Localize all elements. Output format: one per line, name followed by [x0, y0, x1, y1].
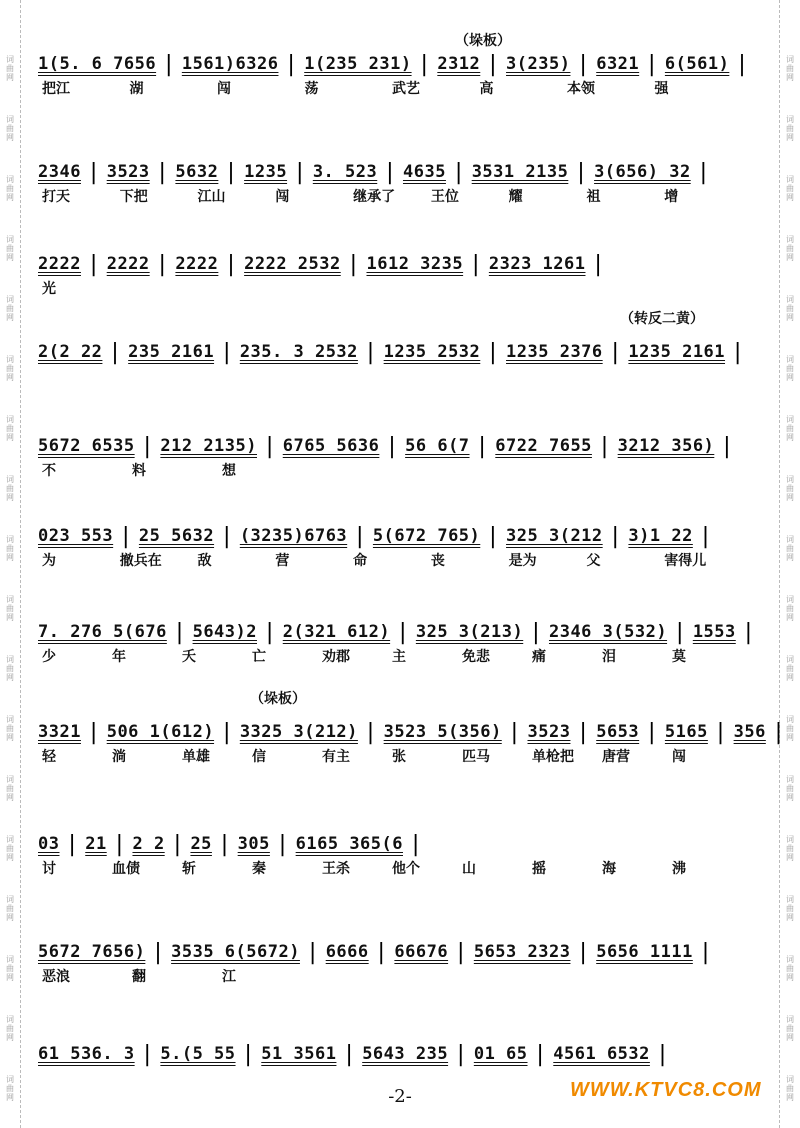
- barline: |: [86, 251, 101, 277]
- lyric-word: 有主: [322, 749, 350, 765]
- lyric-word: 恶浪: [42, 969, 70, 985]
- measure: 2222 2532: [244, 254, 341, 274]
- score-row: [36, 618, 776, 668]
- barline: |: [486, 339, 501, 365]
- watermark-text: 词 曲 网: [6, 655, 14, 682]
- measure: 03: [38, 834, 60, 854]
- barline: |: [673, 619, 687, 645]
- watermark-text: 词 曲 网: [6, 115, 14, 142]
- score-row: [36, 1040, 776, 1068]
- measure: 1235 2161: [628, 342, 726, 362]
- barline: |: [86, 159, 101, 185]
- notation-line: [36, 250, 776, 278]
- lyric-word: 害得儿: [664, 553, 707, 569]
- notation-line: [36, 158, 776, 186]
- measure: 5643 235: [362, 1044, 449, 1064]
- lyric-word: 本领: [567, 81, 595, 97]
- measure: 305: [237, 834, 270, 854]
- lyric-word: 撤兵在: [119, 553, 162, 569]
- lyric-word: 唐营: [602, 749, 630, 765]
- page-number: -2-: [388, 1086, 412, 1107]
- watermark-text: 词 曲 网: [6, 415, 14, 442]
- lyric-word: 打天: [42, 189, 70, 205]
- watermark-text: 词 曲 网: [786, 895, 794, 922]
- barline: |: [151, 939, 166, 965]
- measure: 3523: [106, 162, 150, 182]
- watermark-text: 词 曲 网: [6, 355, 14, 382]
- section-mark-zhuanfan: （转反二黄）: [620, 311, 704, 327]
- measure: 3)1 22: [628, 526, 693, 546]
- watermark-text: 词 曲 网: [786, 355, 794, 382]
- section-mark-duoban: （垛板）: [455, 33, 511, 49]
- lyric-word: 劝郡: [322, 649, 350, 665]
- lyric-word: 闯: [217, 81, 231, 97]
- barline: |: [451, 159, 466, 185]
- watermark-text: 词 曲 网: [6, 895, 14, 922]
- barline: |: [507, 719, 522, 745]
- measure: 1235: [244, 162, 288, 182]
- lyric-word: 年: [112, 649, 126, 665]
- barline: |: [140, 1041, 155, 1067]
- barline: |: [65, 831, 80, 857]
- measure: 5632: [175, 162, 219, 182]
- watermark-text: 词 曲 网: [786, 775, 794, 802]
- measure: 3535 6(5672): [171, 942, 300, 962]
- barline: |: [698, 523, 713, 549]
- measure: 6722 7655: [495, 436, 592, 456]
- watermark-text: 词 曲 网: [6, 55, 14, 82]
- lyric-word: 翻: [132, 969, 146, 985]
- lyric-word: 荡: [304, 81, 319, 97]
- lyrics-line: [36, 746, 776, 768]
- barline: |: [486, 51, 501, 77]
- watermark-text: 词 曲 网: [6, 775, 14, 802]
- barline: |: [305, 939, 320, 965]
- site-watermark: WWW.KTVC8.COM: [570, 1079, 762, 1101]
- lyrics-line: [36, 186, 776, 208]
- measure: 5643)2: [192, 622, 257, 642]
- measure: 3523: [527, 722, 571, 742]
- measure: 1235 2532: [383, 342, 481, 362]
- watermark-text: 词 曲 网: [786, 1015, 794, 1042]
- barline: |: [741, 619, 756, 645]
- barline: |: [353, 523, 367, 549]
- measure: 56 6(7: [405, 436, 470, 456]
- lyric-word: 丧: [430, 553, 445, 569]
- measure: 2(2 22: [38, 342, 103, 362]
- lyric-word: 祖: [586, 189, 601, 205]
- lyric-word: 他个: [392, 861, 420, 877]
- watermark-text: 词 曲 网: [786, 475, 794, 502]
- lyric-word: 少: [42, 649, 56, 665]
- lyrics-line: [36, 966, 776, 988]
- barline: |: [454, 1041, 468, 1067]
- watermark-text: 词 曲 网: [786, 835, 794, 862]
- lyric-word: 闯: [672, 749, 686, 765]
- barline: |: [576, 719, 591, 745]
- barline: |: [645, 51, 659, 77]
- barline: |: [454, 939, 468, 965]
- barline: |: [241, 1041, 256, 1067]
- measure: 6666: [325, 942, 369, 962]
- lyric-word: 摇: [532, 861, 546, 877]
- measure: 25 5632: [138, 526, 215, 546]
- barline: |: [220, 523, 234, 549]
- lyric-word: 高: [479, 81, 494, 97]
- barline: |: [162, 51, 176, 77]
- barline: |: [597, 433, 612, 459]
- lyric-word: 痛: [532, 649, 546, 665]
- measure: 01 65: [473, 1044, 528, 1064]
- measure: 3325 3(212): [239, 722, 358, 742]
- lyric-word: 信: [252, 749, 266, 765]
- barline: |: [486, 523, 501, 549]
- lyric-word: 斩: [182, 861, 196, 877]
- measure: 5653: [596, 722, 640, 742]
- watermark-text: 词 曲 网: [786, 1075, 794, 1102]
- measure: 2346: [38, 162, 81, 182]
- watermark-text: 词 曲 网: [786, 655, 794, 682]
- lyrics-line: [36, 646, 776, 668]
- watermark-text: 词 曲 网: [6, 955, 14, 982]
- barline: |: [342, 1041, 357, 1067]
- watermark-text: 词 曲 网: [6, 835, 14, 862]
- barline: |: [696, 159, 711, 185]
- lyric-word: 是为: [508, 553, 537, 569]
- lyric-word: 免悲: [462, 649, 490, 665]
- barline: |: [346, 251, 361, 277]
- lyric-word: 单枪把: [532, 749, 574, 765]
- watermark-text: 词 曲 网: [786, 535, 794, 562]
- section-mark-duoban-2: （垛板）: [250, 691, 306, 707]
- measure: 6321: [596, 54, 640, 74]
- notation-line: [36, 830, 776, 858]
- score-row: [36, 338, 776, 366]
- measure: 66676: [394, 942, 449, 962]
- measure: 2222: [106, 254, 150, 274]
- lyric-word: 江: [222, 969, 236, 985]
- lyric-word: 亡: [252, 649, 266, 665]
- measure: 6165 365(6: [295, 834, 403, 854]
- measure: 5165: [664, 722, 708, 742]
- lyric-word: 料: [132, 463, 146, 479]
- lyric-word: 主: [392, 649, 406, 665]
- lyric-word: 增: [664, 189, 679, 205]
- barline: |: [293, 159, 307, 185]
- lyric-word: 想: [222, 463, 236, 479]
- barline: |: [108, 339, 123, 365]
- measure: 235 2161: [128, 342, 215, 362]
- measure: 023 553: [38, 526, 114, 546]
- barline: |: [713, 719, 728, 745]
- watermark-text: 词 曲 网: [786, 295, 794, 322]
- lyrics-line: [36, 78, 776, 100]
- lyric-word: 匹马: [462, 749, 490, 765]
- measure: 6765 5636: [282, 436, 380, 456]
- measure: 325 3(213): [415, 622, 524, 642]
- measure: 2222: [175, 254, 219, 274]
- measure: 3(235): [506, 54, 571, 74]
- lyric-word: 山: [462, 861, 476, 877]
- barline: |: [119, 523, 133, 549]
- lyric-word: 血债: [112, 861, 140, 877]
- barline: |: [112, 831, 127, 857]
- barline: |: [608, 339, 623, 365]
- measure: 1553: [692, 622, 736, 642]
- watermark-text: 词 曲 网: [786, 595, 794, 622]
- barline: |: [220, 719, 234, 745]
- measure: (3235)6763: [239, 526, 348, 546]
- measure: 4561 6532: [553, 1044, 650, 1064]
- watermark-text: 词 曲 网: [6, 595, 14, 622]
- lyric-word: 闯: [275, 189, 290, 205]
- notation-line: [36, 338, 776, 366]
- lyrics-line: [36, 858, 776, 880]
- measure: 1(235 231): [304, 54, 412, 74]
- barline: |: [275, 831, 290, 857]
- barline: |: [383, 159, 397, 185]
- barline: |: [576, 51, 591, 77]
- barline: |: [417, 51, 432, 77]
- watermark-text: 词 曲 网: [786, 955, 794, 982]
- measure: 2222: [38, 254, 81, 274]
- lyric-word: 不: [42, 463, 56, 479]
- lyric-word: 敌: [197, 553, 212, 569]
- score-row: [36, 938, 776, 988]
- measure: 2312: [437, 54, 481, 74]
- barline: |: [363, 719, 378, 745]
- watermark-text: 词 曲 网: [786, 235, 794, 262]
- barline: |: [217, 831, 232, 857]
- score-row: [36, 250, 776, 300]
- measure: 235. 3 2532: [239, 342, 358, 362]
- watermark-text: 词 曲 网: [786, 715, 794, 742]
- barline: |: [396, 619, 410, 645]
- score-row: [36, 158, 776, 208]
- barline: |: [86, 719, 101, 745]
- lyric-word: 耀: [508, 189, 523, 205]
- watermark-text: 词 曲 网: [786, 115, 794, 142]
- barline: |: [224, 251, 239, 277]
- measure: 4635: [402, 162, 446, 182]
- barline: |: [576, 939, 591, 965]
- lyric-word: 继承了: [353, 189, 396, 205]
- measure: 3523 5(356): [383, 722, 502, 742]
- barline: |: [374, 939, 389, 965]
- lyrics-line: [36, 550, 776, 572]
- measure: 3. 523: [312, 162, 378, 182]
- measure: 3(656) 32: [594, 162, 691, 182]
- barline: |: [591, 251, 606, 277]
- measure: 5656 1111: [596, 942, 693, 962]
- measure: 506 1(612): [106, 722, 215, 742]
- measure: 1561)6326: [181, 54, 279, 74]
- score-row: [36, 522, 776, 572]
- notation-line: [36, 432, 776, 460]
- lyric-word: 营: [275, 553, 290, 569]
- lyric-word: 把江: [42, 81, 70, 97]
- barline: |: [155, 251, 170, 277]
- measure: 325 3(212: [506, 526, 603, 546]
- measure: 6(561): [664, 54, 730, 74]
- measure: 3321: [38, 722, 81, 742]
- notation-line: [36, 618, 776, 646]
- lyric-word: 强: [654, 81, 669, 97]
- lyric-word: 淌: [112, 749, 126, 765]
- barline: |: [409, 831, 423, 857]
- score-row: [36, 718, 786, 768]
- measure: 2346 3(532): [548, 622, 668, 642]
- barline: |: [385, 433, 400, 459]
- barline: |: [220, 339, 234, 365]
- barline: |: [263, 619, 277, 645]
- measure: 7. 276 5(676: [38, 622, 167, 642]
- lyric-word: 海: [602, 861, 616, 877]
- lyric-word: 讨: [42, 861, 56, 877]
- measure: 2 2: [132, 834, 165, 854]
- measure: 2(321 612): [282, 622, 391, 642]
- score-row: [36, 432, 776, 482]
- score-row: [36, 50, 776, 100]
- barline: |: [529, 619, 543, 645]
- lyric-word: 夭: [182, 649, 196, 665]
- measure: 5.(5 55: [160, 1044, 236, 1064]
- measure: 356: [733, 722, 766, 742]
- watermark-text: 词 曲 网: [6, 235, 14, 262]
- measure: 3212 356): [617, 436, 715, 456]
- watermark-text: 词 曲 网: [6, 1075, 14, 1102]
- barline: |: [170, 831, 185, 857]
- barline: |: [735, 51, 750, 77]
- measure: 2323 1261: [488, 254, 586, 274]
- notation-line: [36, 50, 776, 78]
- watermark-text: 词 曲 网: [6, 175, 14, 202]
- watermark-text: 词 曲 网: [6, 715, 14, 742]
- lyric-word: 为: [42, 553, 56, 569]
- measure: 5672 7656): [38, 942, 146, 962]
- measure: 5653 2323: [473, 942, 571, 962]
- lyric-word: 轻: [42, 749, 56, 765]
- watermark-text: 词 曲 网: [6, 475, 14, 502]
- lyric-word: 泪: [602, 649, 616, 665]
- measure: 51 3561: [261, 1044, 337, 1064]
- lyric-word: 王位: [430, 189, 459, 205]
- barline: |: [469, 251, 483, 277]
- score-row: [36, 830, 776, 880]
- barline: |: [363, 339, 378, 365]
- notation-line: [36, 938, 776, 966]
- lyric-word: 秦: [252, 861, 266, 877]
- lyric-word: 王杀: [322, 861, 350, 877]
- lyric-word: 下把: [119, 189, 148, 205]
- barline: |: [475, 433, 490, 459]
- lyric-word: 莫: [672, 649, 686, 665]
- barline: |: [533, 1041, 548, 1067]
- measure: 21: [85, 834, 107, 854]
- notation-line: [36, 718, 786, 746]
- barline: |: [608, 523, 623, 549]
- lyric-word: 张: [392, 749, 406, 765]
- barline: |: [284, 51, 299, 77]
- barline: |: [155, 159, 170, 185]
- measure: 61 536. 3: [38, 1044, 135, 1064]
- barline: |: [771, 719, 786, 745]
- barline: |: [731, 339, 745, 365]
- barline: |: [698, 939, 713, 965]
- watermark-text: 词 曲 网: [6, 295, 14, 322]
- measure: 3531 2135: [471, 162, 569, 182]
- lyric-word: 湖: [129, 81, 144, 97]
- lyric-word: 单雄: [182, 749, 210, 765]
- lyric-word: 父: [586, 553, 601, 569]
- barline: |: [172, 619, 187, 645]
- watermark-text: 词 曲 网: [6, 1015, 14, 1042]
- notation-line: [36, 1040, 776, 1068]
- lyric-word: 光: [42, 281, 56, 297]
- notation-line: [36, 522, 776, 550]
- watermark-text: 词 曲 网: [786, 415, 794, 442]
- measure: 25: [190, 834, 212, 854]
- measure: 5672 6535: [38, 436, 135, 456]
- lyric-word: 武艺: [392, 81, 420, 97]
- barline: |: [263, 433, 277, 459]
- lyric-word: 沸: [672, 861, 686, 877]
- barline: |: [720, 433, 735, 459]
- lyric-word: 命: [353, 553, 368, 569]
- measure: 1612 3235: [366, 254, 464, 274]
- barline: |: [574, 159, 589, 185]
- barline: |: [224, 159, 239, 185]
- barline: |: [645, 719, 659, 745]
- barline: |: [655, 1041, 670, 1067]
- measure: 1235 2376: [506, 342, 603, 362]
- watermark-text: 词 曲 网: [786, 55, 794, 82]
- measure: 212 2135): [160, 436, 257, 456]
- measure: 5(672 765): [372, 526, 481, 546]
- lyrics-line: [36, 460, 776, 482]
- watermark-text: 词 曲 网: [786, 175, 794, 202]
- barline: |: [140, 433, 155, 459]
- measure: 1(5. 6 7656: [38, 54, 157, 74]
- watermark-text: 词 曲 网: [6, 535, 14, 562]
- lyrics-line: [36, 278, 776, 300]
- lyric-word: 江山: [197, 189, 226, 205]
